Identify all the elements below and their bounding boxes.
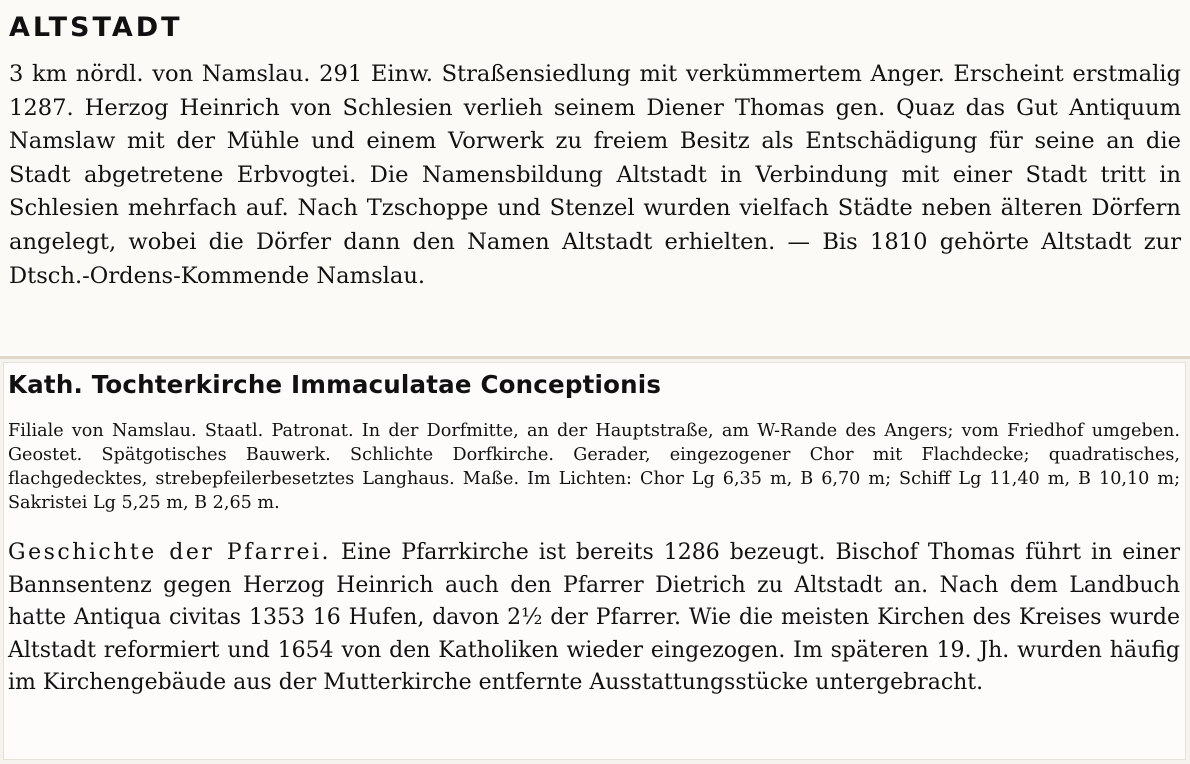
history-text: Eine Pfarrkirche ist bereits 1286 bezeugt. Bischof Thomas führt in einer Bannsentenz gegen Herzog Heinrich auch den Pfarrer Dietrich zu Altstadt an. Nach dem Landbuch hatte Antiqua civitas 1353 16 Hufen, davon 2½ der Pfarrer. Wie die meisten Kirchen des Kreises wurde Altstadt reformiert und 1654 von den Katholiken wieder eingezogen. Im späteren 19. Jh. wurden häufig im Kirchengebäude aus der Mutterkirche entfernte Ausstattungsstücke untergebracht. [8, 540, 1180, 695]
history-heading: Geschichte der Pfarrei. [8, 540, 332, 565]
church-description: Filiale von Namslau. Staatl. Patronat. In der Dorfmitte, an der Hauptstraße, am W-Rande des Angers; vom Friedhof umgeben. Geostet. Spätgotisches Bauwerk. Schlichte Dorfkirche. Gerader, eingezogener Chor mit Flachdecke; quadratisches, flachgedecktes, strebepfeilerbesetztes Langhaus. Maße. Im Lichten: Chor Lg 6,35 m, B 6,70 m; Schiff Lg 11,40 m, B 10,10 m; Sakristei Lg 5,25 m, B 2,65 m. [8, 421, 1180, 513]
church-title: Kath. Tochterkirche Immaculatae Conceptionis [8, 370, 662, 399]
intro-paragraph: 3 km nördl. von Namslau. 291 Einw. Straßensiedlung mit verkümmertem Anger. Erscheint erstmalig 1287. Herzog Heinrich von Schlesien verlieh seinem Diener Thomas gen. Quaz das Gut Antiquum Namslaw mit der Mühle und einem Vorwerk zu freiem Besitz als Entschädigung für seine an die Stadt abgetretene Erbvogtei. Die Namensbildung Altstadt in Verbindung mit einer Stadt tritt in Schlesien mehrfach auf. Nach Tzschoppe und Stenzel wurden vielfach Städte neben älteren Dörfern angelegt, wobei die Dörfer dann den Namen Altstadt erhielten. — Bis 1810 gehörte Altstadt zur Dtsch.-Ordens-Kommende Namslau. [9, 61, 1181, 289]
history-paragraph [8, 537, 1180, 700]
section-divider [0, 356, 1190, 359]
section-title: ALTSTADT [9, 12, 183, 43]
